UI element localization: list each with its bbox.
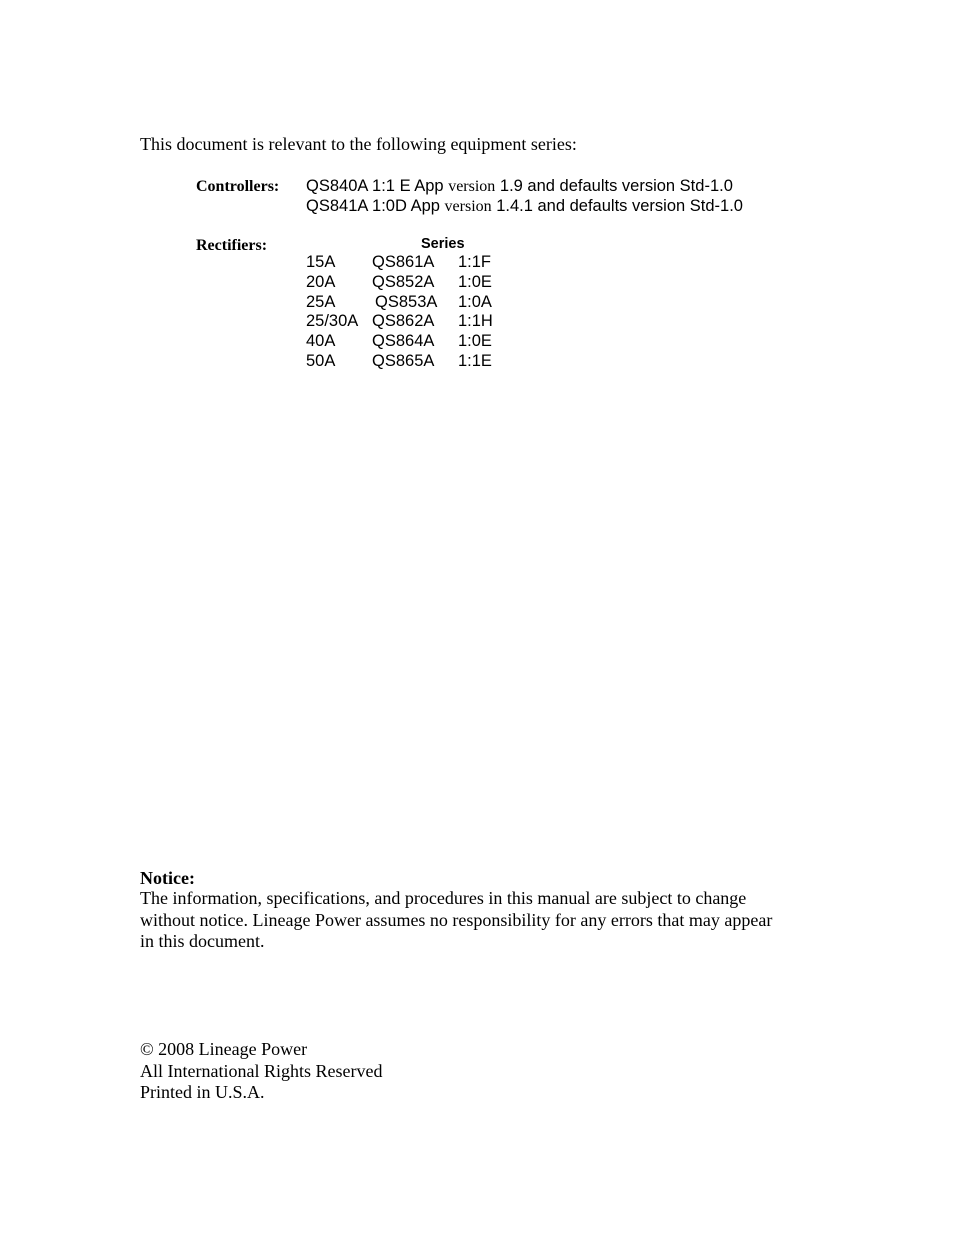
rectifier-series: 1:0E (458, 332, 492, 351)
controller-version-word: version (448, 178, 496, 195)
rectifier-series: 1:0E (458, 272, 492, 291)
notice-title: Notice: (140, 868, 195, 888)
notice-body (140, 888, 772, 953)
rectifier-amps: 50A (306, 351, 336, 370)
rectifier-amps: 25A (306, 292, 336, 311)
controller-line-1 (306, 176, 743, 196)
controller-model-text: QS841A 1:0D App (306, 197, 445, 215)
rectifier-series: 1:0A (458, 292, 492, 311)
controllers-label: Controllers: (196, 178, 280, 195)
controller-list (306, 176, 743, 216)
notice-line: without notice. Lineage Power assumes no responsibility for any errors that may appear (140, 909, 773, 930)
controller-line-2 (306, 196, 743, 216)
rectifier-series: 1:1E (458, 351, 492, 370)
series-column-header: Series (421, 236, 465, 252)
rectifier-series: 1:1F (458, 253, 492, 271)
printed-line: Printed in U.S.A. (140, 1082, 265, 1103)
copyright-line: © 2008 Lineage Power (140, 1039, 308, 1059)
rectifier-model: QS864A (372, 332, 435, 351)
controller-version-word: version (444, 198, 492, 215)
notice-line: in this document. (140, 931, 265, 952)
intro-text: This document is relevant to the following equipment series: (140, 134, 577, 154)
rectifier-model: QS852A (372, 272, 435, 291)
controller-version-text: 1.4.1 and defaults version Std-1.0 (491, 197, 743, 215)
copyright-block (140, 1039, 382, 1104)
notice-line: The information, specifications, and procedures in this manual are subject to change (140, 888, 747, 908)
rectifier-amps: 40A (306, 332, 336, 351)
rectifier-model: QS865A (372, 351, 435, 370)
rectifier-model: QS861A (372, 253, 435, 271)
rectifier-amps: 20A (306, 272, 336, 291)
rectifier-model: QS853A (375, 292, 438, 311)
rights-line: All International Rights Reserved (140, 1060, 383, 1081)
rectifier-amps: 25/30A (306, 312, 359, 331)
rectifier-model: QS862A (372, 312, 435, 331)
rectifier-series: 1:1H (458, 312, 493, 331)
rectifiers-label: Rectifiers: (196, 237, 268, 254)
controller-version-text: 1.9 and defaults version Std-1.0 (495, 177, 733, 195)
rectifier-amps: 15A (306, 253, 336, 271)
controller-model-text: QS840A 1:1 E App (306, 177, 449, 195)
